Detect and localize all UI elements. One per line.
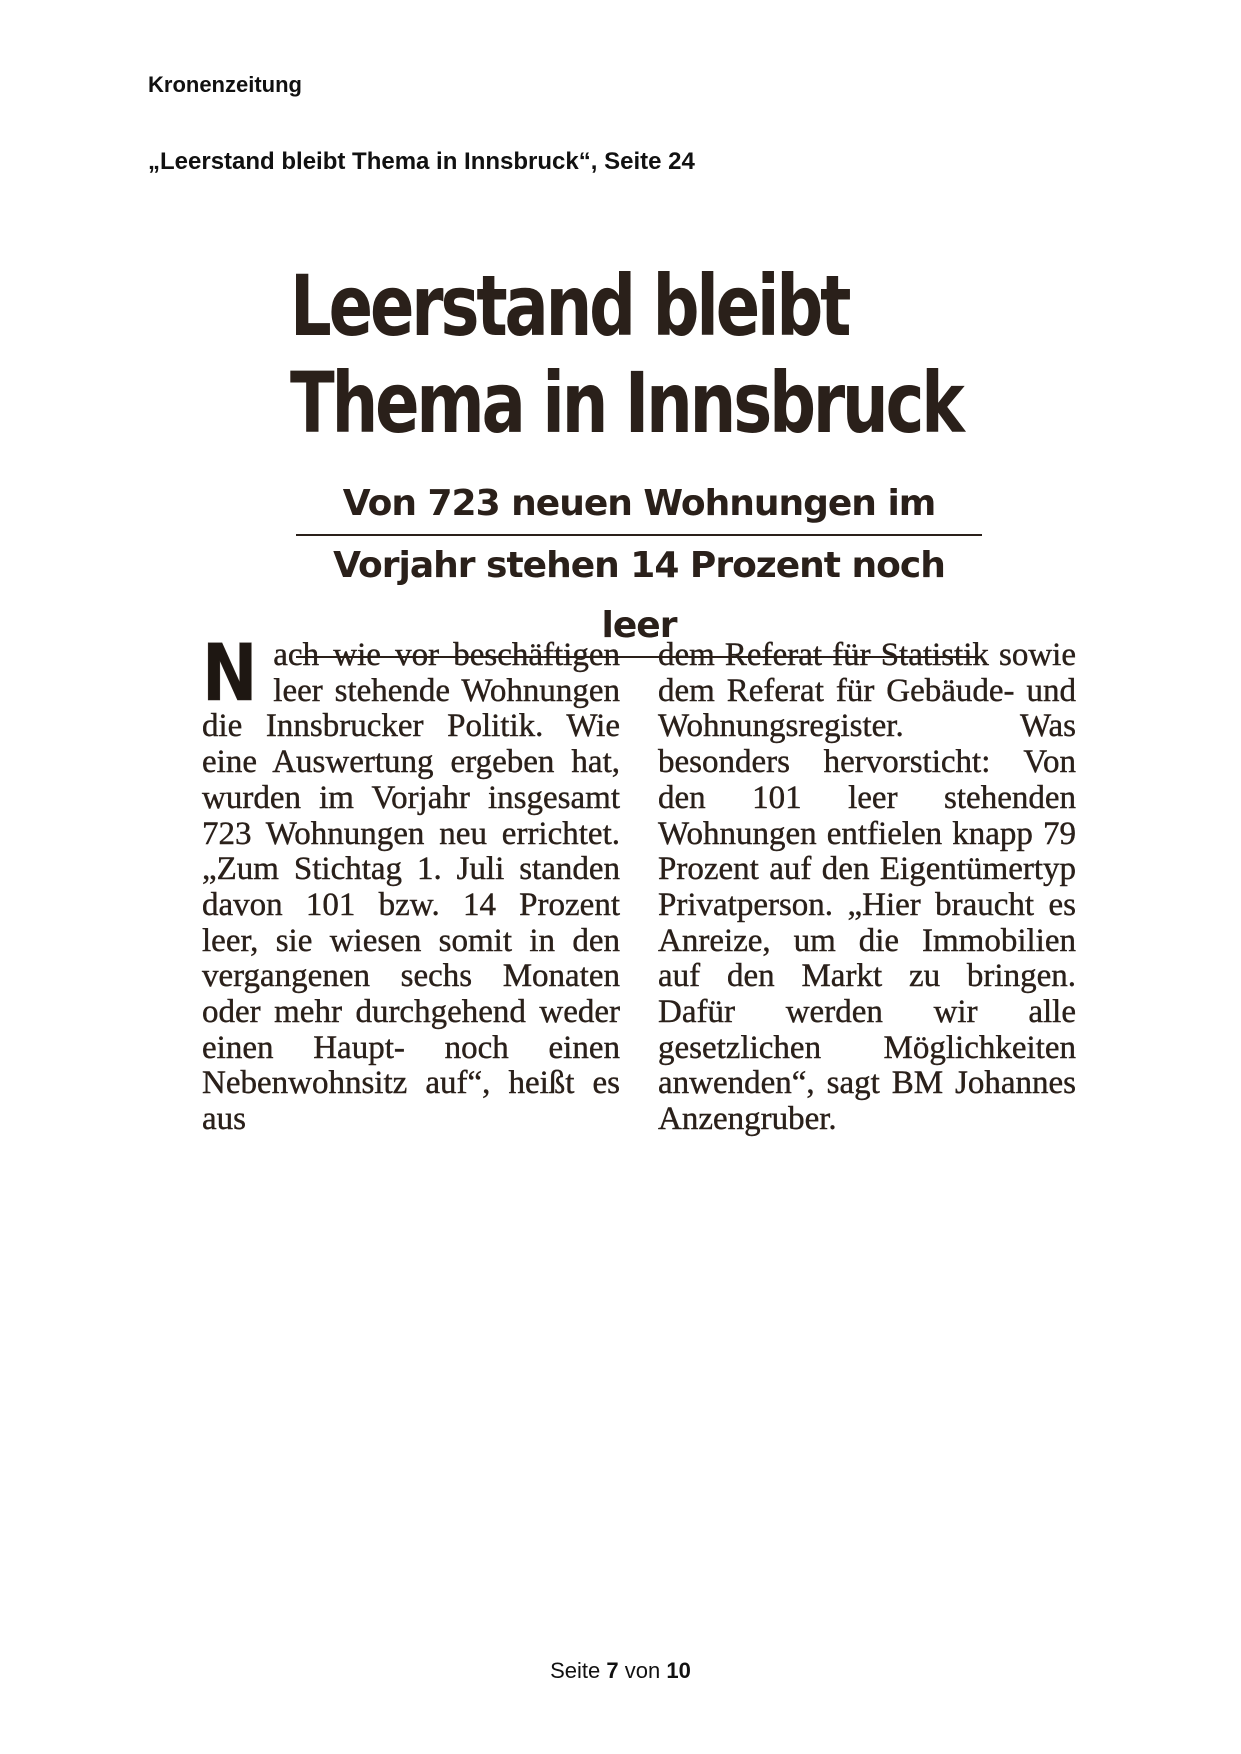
article-column-2 <box>658 638 1076 1138</box>
page-separator: von <box>624 1658 661 1683</box>
page-current: 7 <box>606 1658 619 1683</box>
headline-line-1: Leerstand bleibt <box>290 257 849 355</box>
page-footer <box>0 1658 1241 1684</box>
article-column-1 <box>202 629 620 1138</box>
column-1-text: ach wie vor beschäftigen leer stehende Wohnungen die Innsbrucker Politik. Wie eine Auswertung ergeben hat, wurden im Vorjahr insgesamt 723 Wohnungen neu errichtet. „Zum Stichtag 1. Juli standen davon 101 bzw. 14 Prozent leer, sie wiesen somit in den vergangenen sechs Monaten oder mehr durchgehend weder einen Haupt- noch einen Nebenwohnsitz auf“, heißt es aus <box>202 637 620 1138</box>
article-citation: „Leerstand bleibt Thema in Innsbruck“, Seite 24 <box>148 148 695 175</box>
page-total: 10 <box>666 1658 691 1683</box>
column-2-text: dem Referat für Statistik sowie dem Referat für Gebäude- und Wohnungsregister. Was besonders hervorsticht: Von den 101 leer stehenden Wohnungen entfielen knapp 79 Prozent auf den Eigentümertyp Privatperson. „Hier braucht es Anreize, um die Immobilien auf den Markt zu bringen. Dafür werden wir alle gesetzlichen Möglichkeiten anwenden“, sagt BM Johannes Anzengruber. <box>658 637 1076 1138</box>
subhead-line-2: Vorjahr stehen 14 Prozent noch leer <box>296 536 982 658</box>
article-subheadline <box>296 474 982 658</box>
article-body <box>202 629 1076 1138</box>
article-headline <box>290 257 962 452</box>
drop-cap: N <box>202 629 258 719</box>
page-label: Seite <box>550 1658 601 1683</box>
source-title: Kronenzeitung <box>148 72 302 97</box>
subhead-line-1: Von 723 neuen Wohnungen im <box>296 474 982 536</box>
headline-line-2: Thema in Innsbruck <box>290 354 962 452</box>
